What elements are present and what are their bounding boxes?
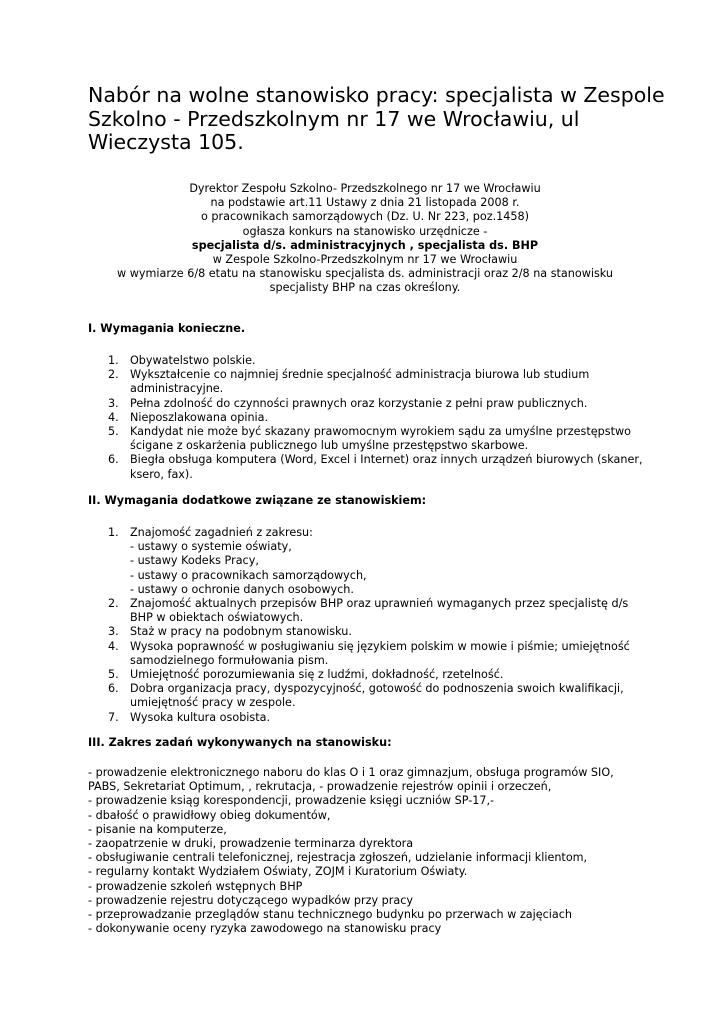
list-text: Dobra organizacja pracy, dyspozycyjność, gotowość do podnoszenia swoich kwalifikacji, umiejętność pracy w zespole. bbox=[130, 682, 624, 710]
list-number: 5. bbox=[108, 668, 119, 682]
intro-line: o pracownikach samorządowych (Dz. U. Nr 223, poz.1458) bbox=[201, 210, 529, 224]
announcement-intro bbox=[60, 182, 670, 296]
list-text: Nieposzlakowana opinia. bbox=[130, 410, 269, 424]
task-line: - prowadzenie elektronicznego naboru do klas O i 1 oraz gimnazjum, obsługa programów SIO, bbox=[88, 766, 614, 779]
list-text: Wykształcenie co najmniej średnie specjalność administracja biurowa lub studium administracyjne. bbox=[130, 368, 590, 396]
document-title: Nabór na wolne stanowisko pracy: specjalista w Zespole Szkolno - Przedszkolnym nr 17 we Wrocławiu, ul Wieczysta 105. bbox=[88, 83, 665, 154]
section-3-heading: III. Zakres zadań wykonywanych na stanowisku: bbox=[88, 736, 392, 749]
list-number: 2. bbox=[108, 597, 119, 611]
list-number: 4. bbox=[108, 410, 119, 424]
intro-line: ogłasza konkurs na stanowisko urzędnicze - bbox=[242, 224, 488, 238]
list-text: Staż w pracy na podobnym stanowisku. bbox=[130, 625, 352, 639]
list-text: Znajomość aktualnych przepisów BHP oraz uprawnień wymaganych przez specjalistę d/s BHP w obiektach oświatowych. bbox=[130, 597, 629, 625]
list-item bbox=[88, 368, 648, 396]
task-line: - zaopatrzenie w druki, prowadzenie terminarza dyrektora bbox=[88, 837, 414, 851]
list-item bbox=[88, 453, 648, 481]
list-text: Pełna zdolność do czynności prawnych oraz korzystanie z pełni praw publicznych. bbox=[130, 396, 588, 410]
sub-item: - ustawy o pracownikach samorządowych, bbox=[130, 568, 367, 582]
intro-line: specjalisty BHP na czas określony. bbox=[269, 281, 461, 295]
intro-line: w wymiarze 6/8 etatu na stanowisku specjalista ds. administracji oraz 2/8 na stanowisku bbox=[116, 267, 614, 281]
list-item bbox=[88, 640, 648, 668]
list-item bbox=[88, 682, 648, 710]
section-2-list bbox=[88, 526, 648, 725]
list-number: 5. bbox=[108, 425, 119, 439]
list-number: 1. bbox=[108, 354, 119, 367]
list-number: 7. bbox=[108, 710, 119, 724]
list-text: Znajomość zagadnień z zakresu: bbox=[130, 526, 313, 539]
list-text: Kandydat nie może być skazany prawomocnym wyrokiem sądu za umyślne przestępstwo ścigane z oskarżenia publicznego lub umyślne przestępstwo skarbowe. bbox=[130, 425, 631, 453]
list-number: 3. bbox=[108, 625, 119, 639]
list-number: 4. bbox=[108, 639, 119, 653]
task-line: - przeprowadzanie przeglądów stanu technicznego budynku po przerwach w zajęciach bbox=[88, 908, 572, 922]
list-text: Umiejętność porozumiewania się z ludźmi, dokładność, rzetelność. bbox=[130, 668, 504, 682]
list-item bbox=[88, 711, 648, 725]
task-line: - regularny kontakt Wydziałem Oświaty, ZOJM i Kuratorium Oświaty. bbox=[88, 865, 468, 879]
list-item bbox=[88, 354, 648, 368]
list-item bbox=[88, 625, 648, 639]
list-number: 1. bbox=[108, 526, 119, 539]
task-line: PABS, Sekretariat Optimum, , rekrutacja, - prowadzenie rejestrów opinii i orzeczeń, bbox=[88, 780, 552, 794]
list-item bbox=[88, 668, 648, 682]
list-text: Wysoka kultura osobista. bbox=[130, 710, 271, 724]
sub-item: - ustawy o systemie oświaty, bbox=[130, 540, 292, 554]
list-item bbox=[88, 397, 648, 411]
task-line: - dokonywanie oceny ryzyka zawodowego na stanowisku pracy bbox=[88, 922, 442, 936]
list-item bbox=[88, 597, 648, 625]
list-item bbox=[88, 526, 648, 597]
section-3-tasks bbox=[88, 766, 648, 936]
list-text: Wysoka poprawność w posługiwaniu się językiem polskim w mowie i piśmie; umiejętność samodzielnego formułowania pism. bbox=[130, 639, 630, 667]
list-number: 3. bbox=[108, 396, 119, 410]
list-number: 6. bbox=[108, 682, 119, 696]
task-line: - prowadzenie rejestru dotyczącego wypadków przy pracy bbox=[88, 893, 413, 907]
list-number: 2. bbox=[108, 368, 119, 382]
section-1-heading: I. Wymagania konieczne. bbox=[88, 322, 246, 335]
intro-position-title: specjalista d/s. administracyjnych , specjalista ds. BHP bbox=[191, 238, 539, 252]
list-item bbox=[88, 425, 648, 453]
task-line: - pisanie na komputerze, bbox=[88, 822, 227, 836]
sub-item: - ustawy Kodeks Pracy, bbox=[130, 554, 259, 568]
task-line: - prowadzenie szkoleń wstępnych BHP bbox=[88, 879, 303, 893]
task-line: - dbałość o prawidłowy obieg dokumentów, bbox=[88, 808, 331, 822]
section-1-list bbox=[88, 354, 648, 482]
sub-item: - ustawy o ochronie danych osobowych. bbox=[130, 582, 354, 596]
section-2-heading: II. Wymagania dodatkowe związane ze stanowiskiem: bbox=[88, 494, 427, 507]
list-text: Obywatelstwo polskie. bbox=[130, 354, 256, 367]
task-line: - prowadzenie ksiąg korespondencji, prowadzenie księgi uczniów SP-17,- bbox=[88, 794, 495, 808]
intro-line: w Zespole Szkolno-Przedszkolnym nr 17 we Wrocławiu bbox=[212, 253, 518, 267]
list-number: 6. bbox=[108, 453, 119, 467]
intro-line: na podstawie art.11 Ustawy z dnia 21 listopada 2008 r. bbox=[210, 196, 520, 210]
list-item bbox=[88, 411, 648, 425]
intro-line: Dyrektor Zespołu Szkolno- Przedszkolnego nr 17 we Wrocławiu bbox=[189, 182, 541, 195]
list-text: Biegła obsługa komputera (Word, Excel i Internet) oraz innych urządzeń biurowych (skaner, ksero, fax). bbox=[130, 453, 643, 481]
task-line: - obsługiwanie centrali telefonicznej, rejestracja zgłoszeń, udzielanie informacji klientom, bbox=[88, 851, 588, 865]
